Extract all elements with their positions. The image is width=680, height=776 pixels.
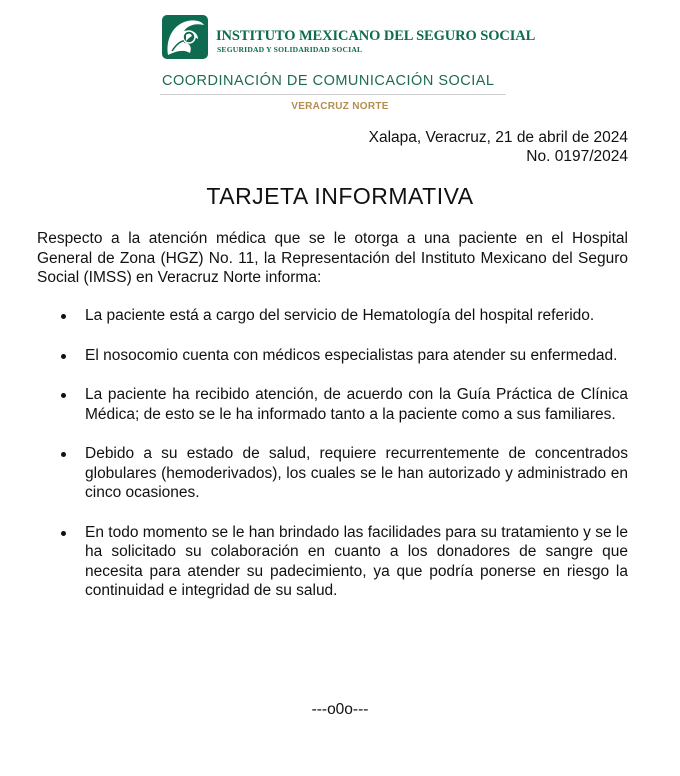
coordination-title: COORDINACIÓN DE COMUNICACIÓN SOCIAL [162,73,495,89]
institution-tagline: SEGURIDAD Y SOLIDARIDAD SOCIAL [217,45,363,54]
list-item-text: En todo momento se le han brindado las facilidades para su tratamiento y se le ha solicitado su colaboración en cuanto a los donadores de sangre que necesita para atender su padecimiento, ya que podría ponerse en riesgo la continuidad e integridad de su salud. [85,523,628,599]
list-item [37,346,628,366]
header-divider [160,94,506,95]
region-label: VERACRUZ NORTE [291,101,389,112]
list-item-text: El nosocomio cuenta con médicos especialistas para atender su enfermedad. [85,346,618,364]
list-item [37,306,628,326]
bullet-icon [61,354,66,359]
institution-name: INSTITUTO MEXICANO DEL SEGURO SOCIAL [216,28,536,44]
list-item [37,385,628,424]
imss-eagle-logo-icon [162,15,208,59]
list-item [37,444,628,503]
closing-mark: ---o0o--- [311,701,369,718]
document-number: No. 0197/2024 [526,148,628,165]
bullet-icon [61,531,66,536]
document-title: TARJETA INFORMATIVA [206,183,474,209]
list-item [37,523,628,601]
bullet-list [37,306,628,621]
document-meta [369,128,628,166]
list-item-text: Debido a su estado de salud, requiere recurrentemente de concentrados globulares (hemoderivados), los cuales se le han autorizado y administrado en cinco ocasiones. [85,445,628,501]
list-item-text: La paciente ha recibido atención, de acuerdo con la Guía Práctica de Clínica Médica; de esto se le ha informado tanto a la paciente como a sus familiares. [85,386,628,423]
bullet-icon [61,452,66,457]
letterhead [0,0,680,120]
place-date: Xalapa, Veracruz, 21 de abril de 2024 [368,129,628,146]
bullet-icon [61,314,66,319]
bullet-icon [61,393,66,398]
list-item-text: La paciente está a cargo del servicio de Hematología del hospital referido. [85,307,595,324]
intro-paragraph: Respecto a la atención médica que se le otorga a una paciente en el Hospital General de Zona (HGZ) No. 11, la Representación del Instituto Mexicano del Seguro Social (IMSS) en Veracruz Norte informa: [37,230,628,286]
